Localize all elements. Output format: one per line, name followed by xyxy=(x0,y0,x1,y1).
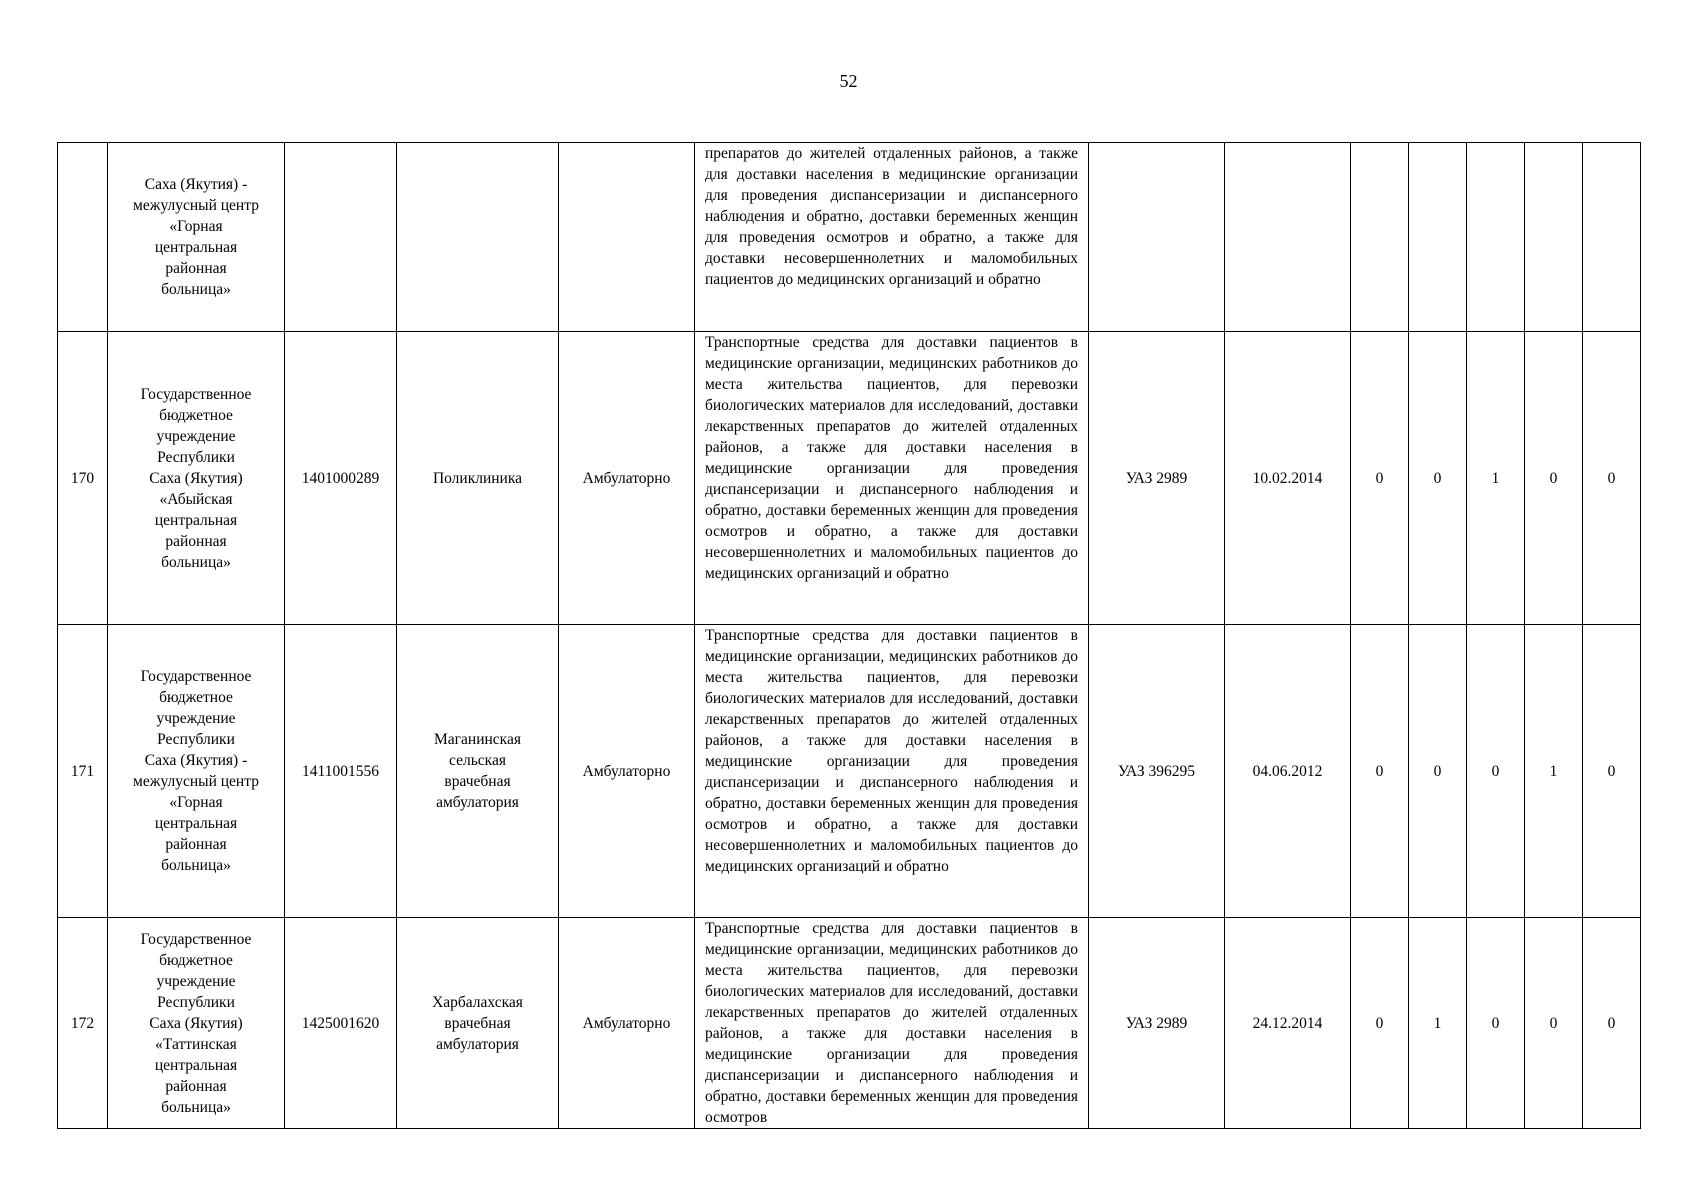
cell-care-type: Амбулаторно xyxy=(559,625,695,918)
vehicle-registry-table xyxy=(57,142,1641,1129)
cell-date: 04.06.2012 xyxy=(1225,625,1351,918)
table-row xyxy=(58,625,1641,918)
cell-count-3 xyxy=(1467,143,1525,332)
cell-purpose: Транспортные средства для доставки пациентов в медицинские организации, медицинских работников до места жительства пациентов, для перевозки биологических материалов для исследований, доставки лекарственных препаратов до жителей отдаленных районов, а также для доставки населения в медицинские организации для проведения диспансеризации и диспансерного наблюдения и обратно, доставки беременных женщин для проведения осмотров и обратно, а также для доставки несовершеннолетних и маломобильных пациентов до медицинских организаций и обратно xyxy=(695,625,1089,918)
cell-organization: Государственное бюджетное учреждение Республики Саха (Якутия) - межулусный центр «Горная центральная районная больница» xyxy=(108,625,285,918)
cell-date: 10.02.2014 xyxy=(1225,332,1351,625)
cell-inn: 1425001620 xyxy=(285,918,397,1129)
cell-unit xyxy=(397,143,559,332)
cell-count-5: 0 xyxy=(1583,332,1641,625)
cell-organization: Государственное бюджетное учреждение Республики Саха (Якутия) «Таттинская центральная районная больница» xyxy=(108,918,285,1129)
cell-no xyxy=(58,143,108,332)
page-number: 52 xyxy=(839,71,858,91)
cell-count-1: 0 xyxy=(1351,918,1409,1129)
cell-unit: Харбалахская врачебная амбулатория xyxy=(397,918,559,1129)
cell-count-5: 0 xyxy=(1583,625,1641,918)
table-row-continuation xyxy=(58,143,1641,332)
cell-no: 172 xyxy=(58,918,108,1129)
cell-vehicle: УАЗ 2989 xyxy=(1089,332,1225,625)
cell-inn xyxy=(285,143,397,332)
cell-purpose: препаратов до жителей отдаленных районов, а также для доставки населения в медицинские организации для проведения диспансеризации и диспансерного наблюдения и обратно, доставки беременных женщин для проведения осмотров и обратно, а также для доставки несовершеннолетних и маломобильных пациентов до медицинских организаций и обратно xyxy=(695,143,1089,332)
cell-count-2: 0 xyxy=(1409,332,1467,625)
cell-care-type xyxy=(559,143,695,332)
cell-inn: 1401000289 xyxy=(285,332,397,625)
cell-count-3: 1 xyxy=(1467,332,1525,625)
cell-no: 171 xyxy=(58,625,108,918)
cell-count-1: 0 xyxy=(1351,332,1409,625)
cell-care-type: Амбулаторно xyxy=(559,918,695,1129)
cell-inn: 1411001556 xyxy=(285,625,397,918)
cell-count-4: 0 xyxy=(1525,332,1583,625)
table-row xyxy=(58,332,1641,625)
cell-vehicle: УАЗ 396295 xyxy=(1089,625,1225,918)
cell-count-4 xyxy=(1525,143,1583,332)
cell-date: 24.12.2014 xyxy=(1225,918,1351,1129)
cell-count-2: 1 xyxy=(1409,918,1467,1129)
cell-count-3: 0 xyxy=(1467,918,1525,1129)
cell-date xyxy=(1225,143,1351,332)
cell-count-1: 0 xyxy=(1351,625,1409,918)
cell-care-type: Амбулаторно xyxy=(559,332,695,625)
cell-count-2: 0 xyxy=(1409,625,1467,918)
cell-purpose: Транспортные средства для доставки пациентов в медицинские организации, медицинских работников до места жительства пациентов, для перевозки биологических материалов для исследований, доставки лекарственных препаратов до жителей отдаленных районов, а также для доставки населения в медицинские организации для проведения диспансеризации и диспансерного наблюдения и обратно, доставки беременных женщин для проведения осмотров и обратно, а также для доставки несовершеннолетних и маломобильных пациентов до медицинских организаций и обратно xyxy=(695,332,1089,625)
cell-count-4: 0 xyxy=(1525,918,1583,1129)
cell-vehicle xyxy=(1089,143,1225,332)
cell-unit: Поликлиника xyxy=(397,332,559,625)
cell-purpose: Транспортные средства для доставки пациентов в медицинские организации, медицинских работников до места жительства пациентов, для перевозки биологических материалов для исследований, доставки лекарственных препаратов до жителей отдаленных районов, а также для доставки населения в медицинские организации для проведения диспансеризации и диспансерного наблюдения и обратно, доставки беременных женщин для проведения осмотров xyxy=(695,918,1089,1129)
cell-organization: Саха (Якутия) - межулусный центр «Горная центральная районная больница» xyxy=(108,143,285,332)
cell-vehicle: УАЗ 2989 xyxy=(1089,918,1225,1129)
cell-count-5: 0 xyxy=(1583,918,1641,1129)
cell-count-5 xyxy=(1583,143,1641,332)
table-row xyxy=(58,918,1641,1129)
cell-count-4: 1 xyxy=(1525,625,1583,918)
cell-no: 170 xyxy=(58,332,108,625)
cell-count-1 xyxy=(1351,143,1409,332)
cell-count-2 xyxy=(1409,143,1467,332)
cell-count-3: 0 xyxy=(1467,625,1525,918)
cell-unit: Маганинская сельская врачебная амбулатория xyxy=(397,625,559,918)
cell-organization: Государственное бюджетное учреждение Республики Саха (Якутия) «Абыйская центральная районная больница» xyxy=(108,332,285,625)
